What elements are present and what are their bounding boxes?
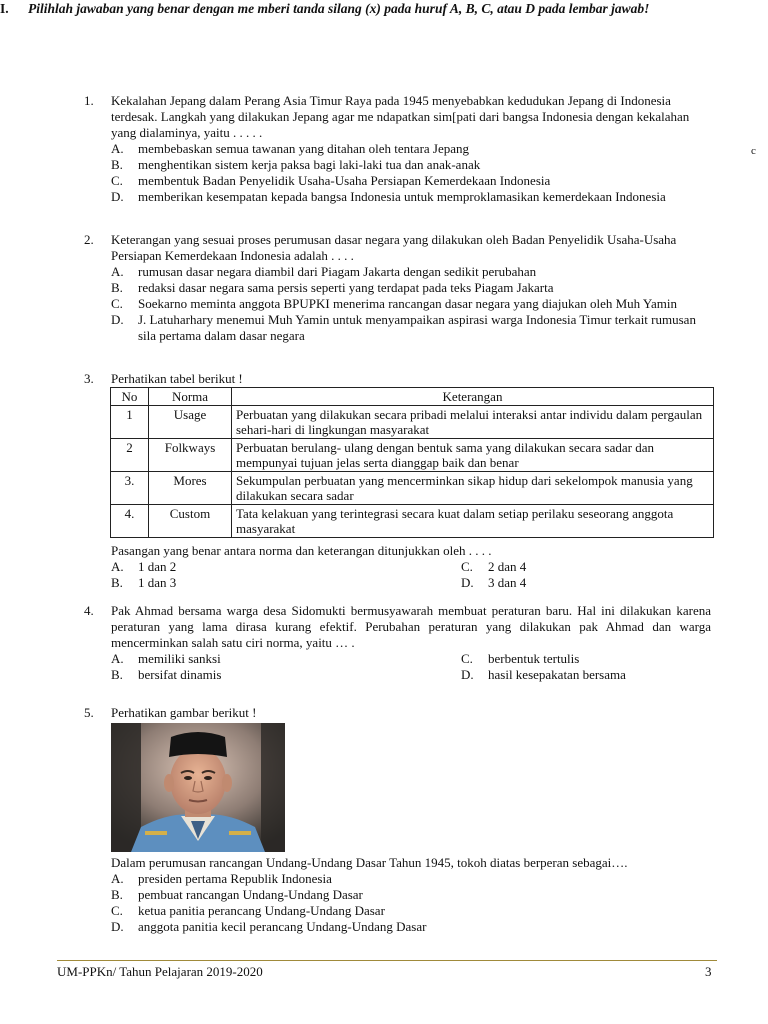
page-number: 3	[705, 964, 712, 979]
cell-norma: Folkways	[149, 439, 232, 472]
header-norma: Norma	[149, 388, 232, 406]
option-b[interactable]: B. bersifat dinamis	[111, 667, 222, 682]
question-text: Keterangan yang sesuai proses perumusan dasar negara yang dilakukan oleh Badan Penyelidik Usaha-Usaha Persiapan Kemerdekaan Indonesia adalah . . . .	[111, 232, 677, 263]
question-1	[84, 93, 714, 205]
question-number: 1.	[84, 93, 94, 108]
table-row	[111, 439, 714, 472]
option-b[interactable]: B. pembuat rancangan Undang-Undang Dasar	[111, 887, 363, 902]
option-c[interactable]: C. berbentuk tertulis	[461, 651, 580, 666]
question-followup-text: Pasangan yang benar antara norma dan keterangan ditunjukkan oleh . . . .	[111, 543, 492, 558]
cell-norma: Mores	[149, 472, 232, 505]
cell-norma: Usage	[149, 406, 232, 439]
option-d[interactable]: D. anggota panitia kecil perancang Undang-Undang Dasar	[111, 919, 427, 934]
portrait-photo	[111, 723, 285, 852]
side-mark: c	[751, 145, 756, 157]
table-header-row	[111, 388, 714, 406]
option-d[interactable]: D. J. Latuharhary menemui Muh Yamin untuk menyampaikan aspirasi warga Indonesia Timur terkait rumusan sila pertama dalam dasar negara	[111, 312, 696, 343]
cell-norma: Custom	[149, 505, 232, 538]
instruction-text: Pilihlah jawaban yang benar dengan me mberi tanda silang (x) pada huruf A, B, C, atau D pada lembar jawab!	[28, 1, 650, 16]
option-d[interactable]: D. memberikan kesempatan kepada bangsa Indonesia untuk memproklamasikan kemerdekaan Indonesia	[111, 189, 666, 204]
portrait-illustration	[111, 723, 285, 852]
cell-no: 3.	[111, 472, 149, 505]
options-row	[111, 651, 711, 667]
question-3	[84, 371, 714, 387]
option-a[interactable]: A. 1 dan 2	[111, 559, 177, 574]
cell-keterangan: Tata kelakuan yang terintegrasi secara kuat dalam setiap perilaku seseorang anggota masyarakat	[232, 505, 714, 538]
option-d[interactable]: D. 3 dan 4	[461, 575, 527, 590]
options-row	[111, 667, 711, 683]
norma-table	[110, 387, 714, 538]
option-c[interactable]: C. membentuk Badan Penyelidik Usaha-Usaha Persiapan Kemerdekaan Indonesia	[111, 173, 551, 188]
question-text: Pak Ahmad bersama warga desa Sidomukti bermusyawarah membuat peraturan baru. Hal ini dilakukan karena peraturan yang lama dirasa kurang efektif. Perubahan peraturan yang dilakukan pak Ahmad dan warga mencerminkan salah satu ciri norma, yaitu … .	[111, 603, 711, 650]
option-a[interactable]: A. rumusan dasar negara diambil dari Piagam Jakarta dengan sedikit perubahan	[111, 264, 537, 279]
cell-no: 1	[111, 406, 149, 439]
footer-text: UM-PPKn/ Tahun Pelajaran 2019-2020	[57, 964, 263, 979]
question-followup-text: Dalam perumusan rancangan Undang-Undang Dasar Tahun 1945, tokoh diatas berperan sebagai….	[111, 855, 628, 870]
cell-keterangan: Perbuatan yang dilakukan secara pribadi melalui interaksi antar individu dalam pergaulan sehari-hari di lingkungan masyarakat	[232, 406, 714, 439]
question-5	[84, 705, 714, 721]
question-text: Perhatikan gambar berikut !	[111, 705, 257, 720]
option-c[interactable]: C. Soekarno meminta anggota BPUPKI menerima rancangan dasar negara yang diajukan oleh Muh Yamin	[111, 296, 677, 311]
cell-no: 4.	[111, 505, 149, 538]
option-a[interactable]: A. presiden pertama Republik Indonesia	[111, 871, 332, 886]
option-b[interactable]: B. menghentikan sistem kerja paksa bagi laki-laki tua dan anak-anak	[111, 157, 481, 172]
footer-divider	[57, 960, 717, 961]
option-c[interactable]: C. ketua panitia perancang Undang-Undang Dasar	[111, 903, 385, 918]
question-number: 2.	[84, 232, 94, 247]
cell-no: 2	[111, 439, 149, 472]
header-keterangan: Keterangan	[232, 388, 714, 406]
question-number: 4.	[84, 603, 94, 618]
question-number: 5.	[84, 705, 94, 720]
question-4	[84, 603, 714, 683]
question-text: Kekalahan Jepang dalam Perang Asia Timur Raya pada 1945 menyebabkan kedudukan Jepang di Indonesia terdesak. Langkah yang dilakukan Jepang agar me ndapatkan sim[pati dari bangsa Indonesia dengan kekalahan yang dialaminya, yaitu . . . . .	[111, 93, 690, 140]
option-d[interactable]: D. hasil kesepakatan bersama	[461, 667, 626, 682]
cell-keterangan: Perbuatan berulang- ulang dengan bentuk sama yang dilakukan secara sadar dan mempunyai tujuan jelas serta dianggap baik dan benar	[232, 439, 714, 472]
option-a[interactable]: A. membebaskan semua tawanan yang ditahan oleh tentara Jepang	[111, 141, 470, 156]
question-number: 3.	[84, 371, 94, 386]
header-no: No	[111, 388, 149, 406]
table-row	[111, 472, 714, 505]
options-row	[111, 559, 711, 575]
cell-keterangan: Sekumpulan perbuatan yang mencerminkan sikap hidup dari sekelompok manusia yang dilakukan secara sadar	[232, 472, 714, 505]
option-c[interactable]: C. 2 dan 4	[461, 559, 527, 574]
question-2	[84, 232, 714, 344]
question-3-options	[84, 543, 714, 591]
question-5-options	[84, 855, 714, 935]
option-a[interactable]: A. memiliki sanksi	[111, 651, 221, 666]
table-row	[111, 505, 714, 538]
option-b[interactable]: B. 1 dan 3	[111, 575, 177, 590]
section-number: I.	[0, 1, 9, 16]
option-b[interactable]: B. redaksi dasar negara sama persis seperti yang terdapat pada teks Piagam Jakarta	[111, 280, 554, 295]
options-row	[111, 575, 711, 591]
table-row	[111, 406, 714, 439]
question-text: Perhatikan tabel berikut !	[111, 371, 243, 386]
